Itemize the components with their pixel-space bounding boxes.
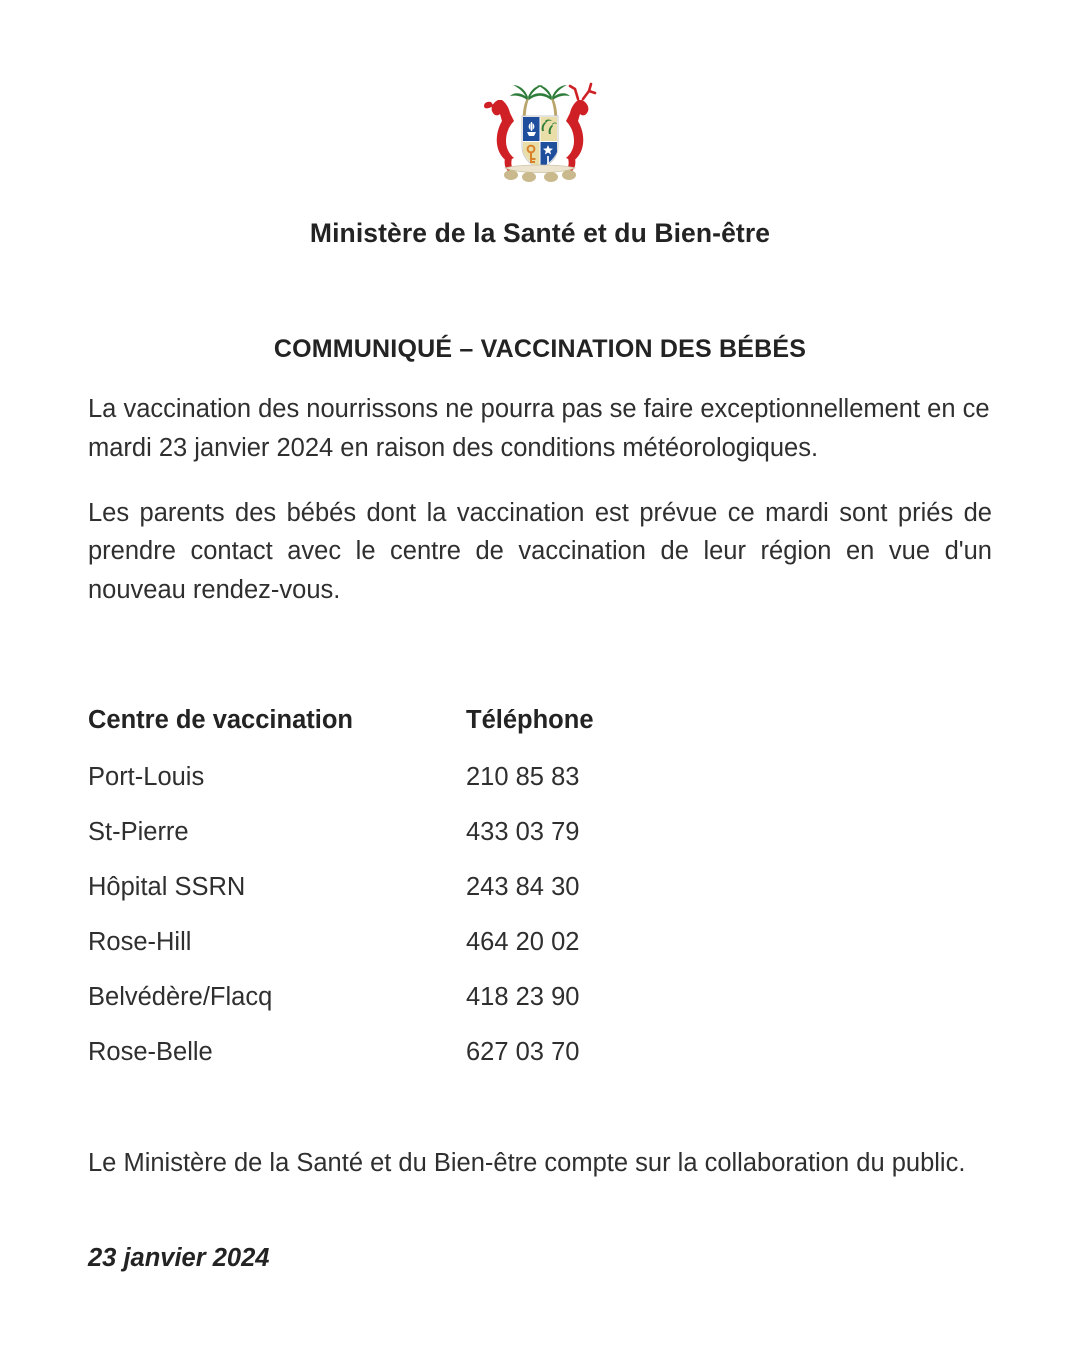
centre-name: Belvédère/Flacq bbox=[88, 982, 273, 1011]
coat-of-arms-of-mauritius-icon bbox=[465, 72, 615, 192]
centre-phone: 418 23 90 bbox=[466, 982, 580, 1011]
vaccination-centres-table bbox=[88, 692, 708, 1080]
table-row bbox=[88, 860, 708, 915]
column-header-phone: Téléphone bbox=[466, 706, 594, 734]
table-header-row bbox=[88, 692, 708, 750]
centre-name: St-Pierre bbox=[88, 817, 189, 846]
centre-name: Rose-Hill bbox=[88, 927, 192, 956]
ministry-title: Ministère de la Santé et du Bien-être bbox=[309, 218, 771, 248]
column-header-centre: Centre de vaccination bbox=[88, 706, 353, 734]
page-title: COMMUNIQUÉ – VACCINATION DES BÉBÉS bbox=[273, 335, 807, 363]
table-row bbox=[88, 750, 708, 805]
centre-name: Rose-Belle bbox=[88, 1037, 213, 1066]
centre-phone: 627 03 70 bbox=[466, 1037, 580, 1066]
table-row bbox=[88, 805, 708, 860]
table-row bbox=[88, 970, 708, 1025]
centre-name: Hôpital SSRN bbox=[88, 872, 246, 901]
centre-phone: 464 20 02 bbox=[466, 927, 580, 956]
centre-phone: 433 03 79 bbox=[466, 817, 580, 846]
centre-phone: 210 85 83 bbox=[466, 762, 580, 791]
document-date: 23 janvier 2024 bbox=[88, 1244, 270, 1272]
paragraph-1: La vaccination des nourrissons ne pourra pas se faire exceptionnellement en ce mardi 23 janvier 2024 en raison des conditions météorologiques. bbox=[88, 395, 990, 462]
paragraph-2: Les parents des bébés dont la vaccination est prévue ce mardi sont priés de prendre contact avec le centre de vaccination de leur région en vue d'un nouveau rendez-vous. bbox=[88, 498, 992, 604]
closing-statement: Le Ministère de la Santé et du Bien-être compte sur la collaboration du public. bbox=[88, 1148, 966, 1177]
centre-phone: 243 84 30 bbox=[466, 872, 580, 901]
table-row bbox=[88, 915, 708, 970]
table-row bbox=[88, 1025, 708, 1080]
emblem-container bbox=[88, 0, 992, 192]
centre-name: Port-Louis bbox=[88, 762, 205, 791]
